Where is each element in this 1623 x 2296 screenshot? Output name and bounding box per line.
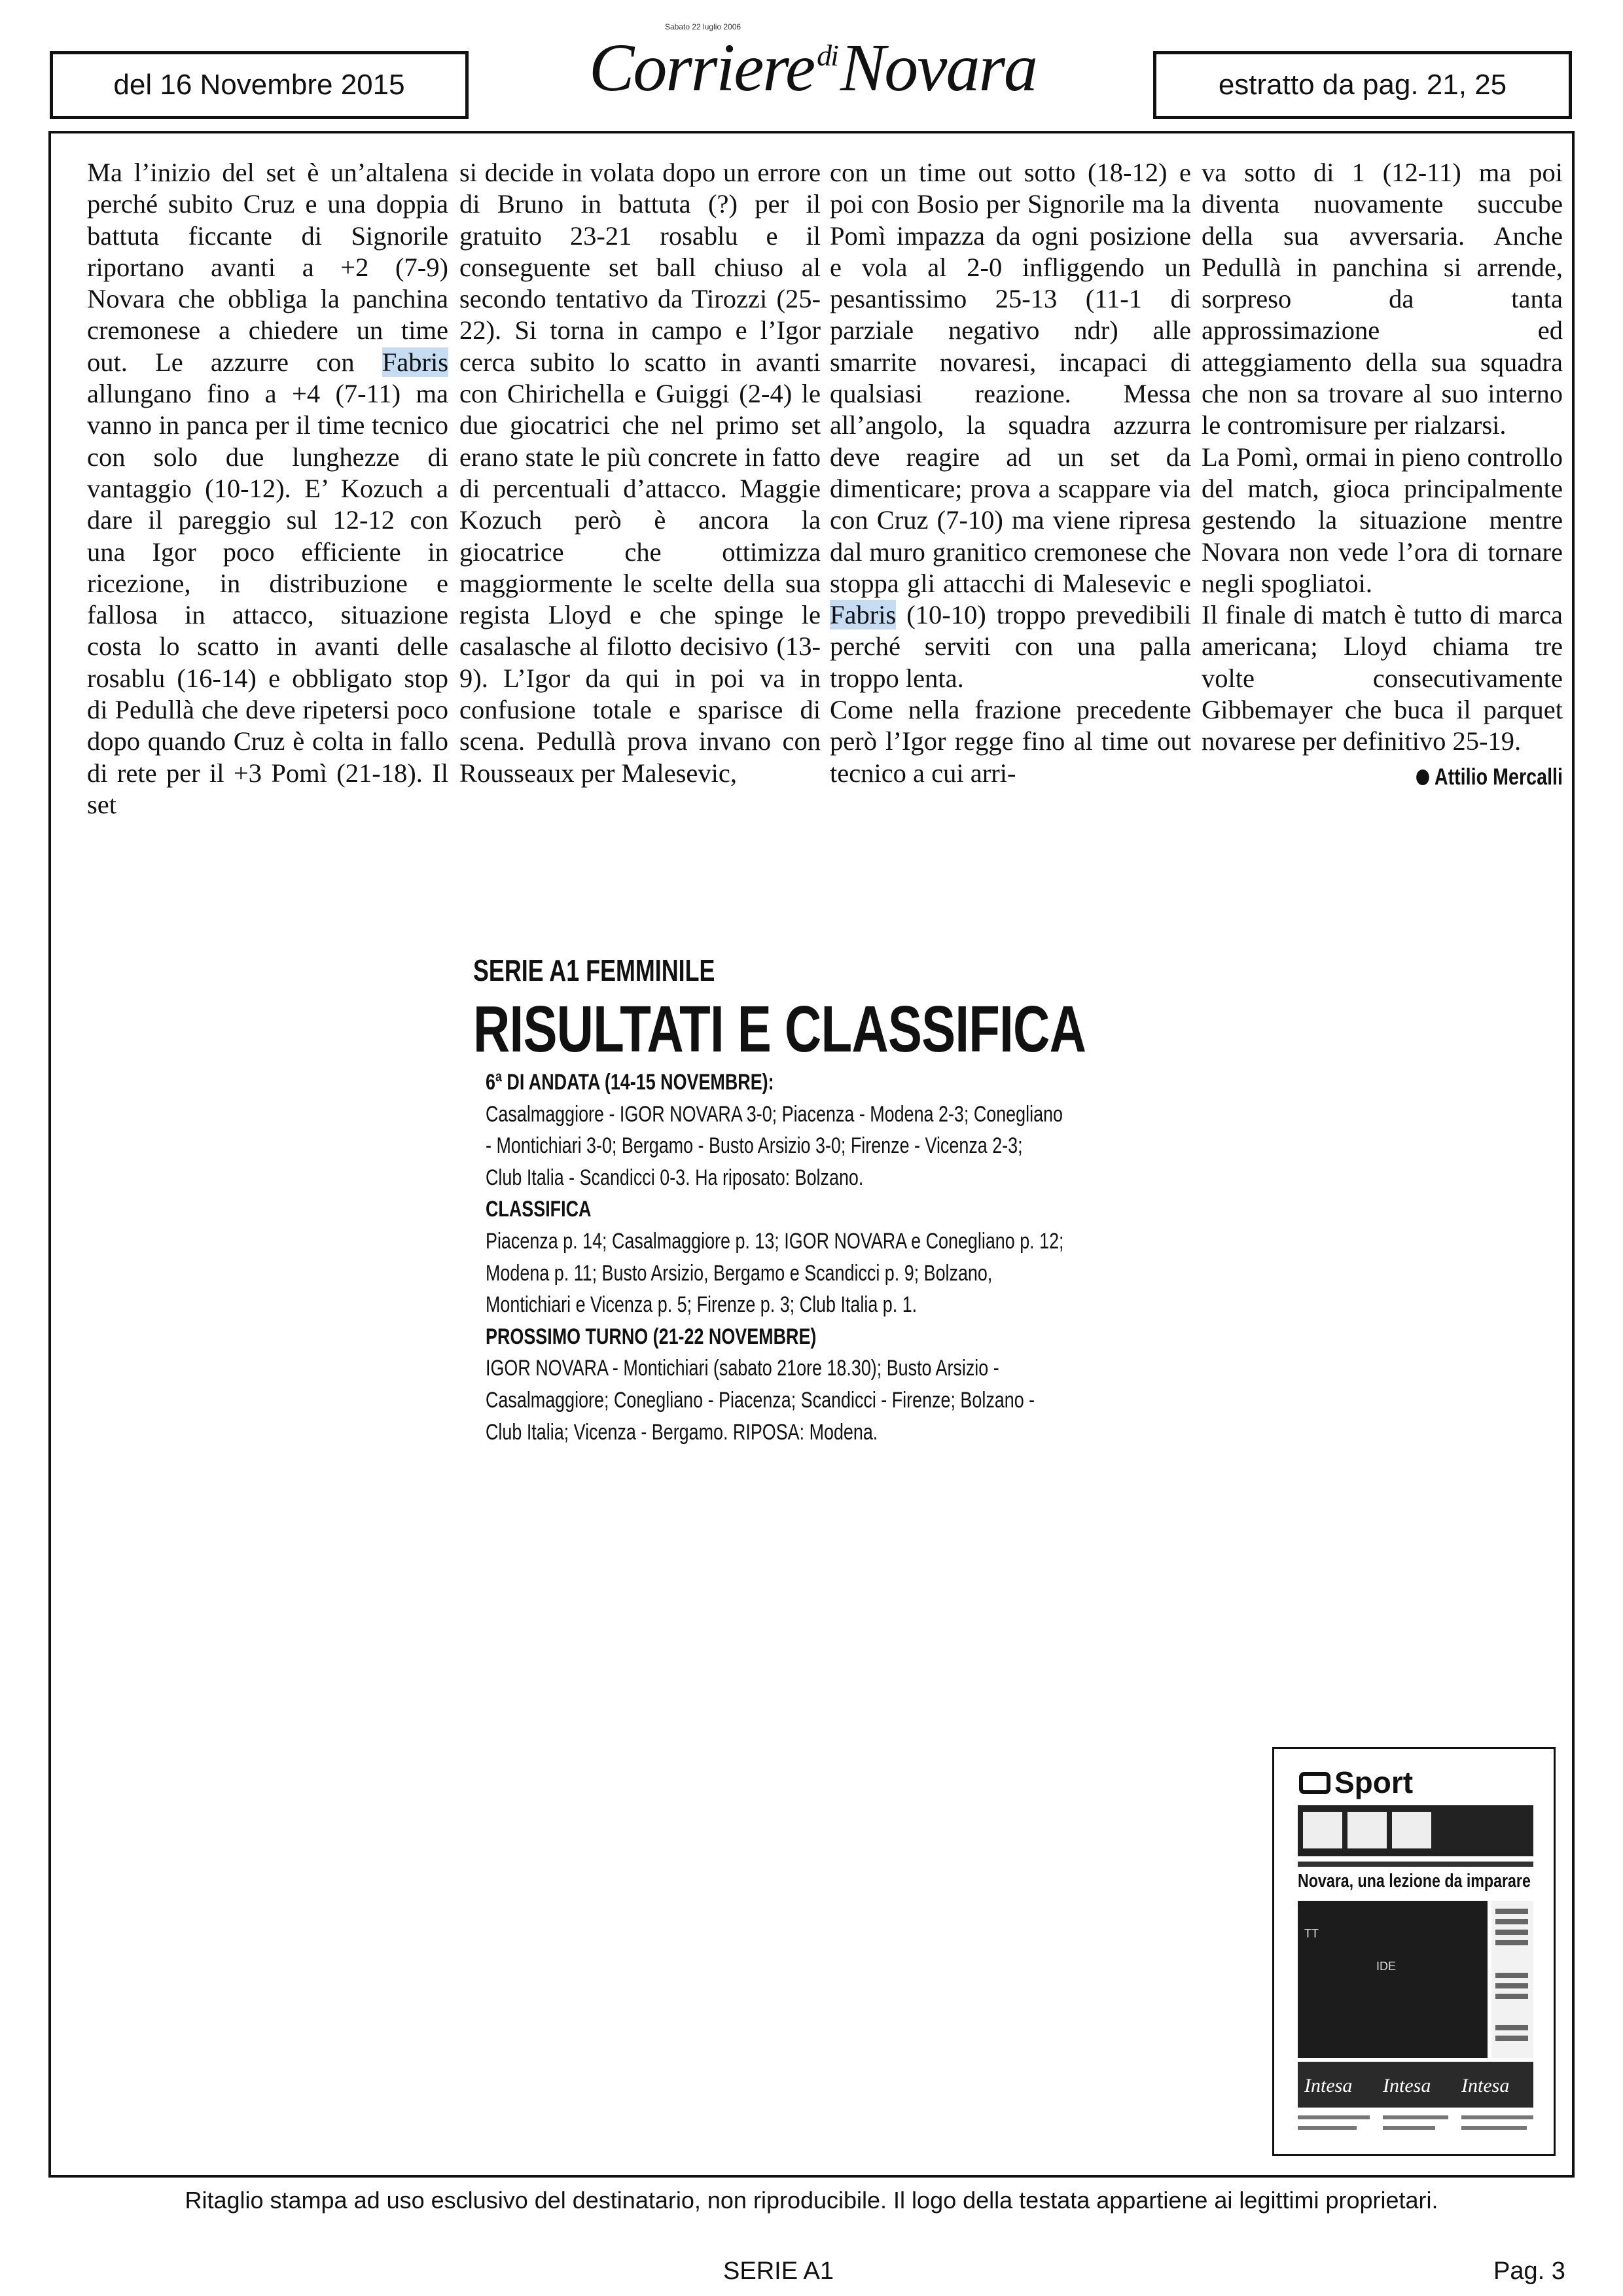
article-column-3 [830, 157, 1191, 789]
round-line: Casalmaggiore - IGOR NOVARA 3-0; Piacenza - Modena 2-3; Conegliano [486, 1101, 1063, 1127]
article-paragraph [87, 157, 448, 821]
round-title: 6ª DI ANDATA (14-15 NOVEMBRE): [486, 1070, 774, 1095]
article-text: Ma l’inizio del set è un’altalena perché subito Cruz e una doppia battuta ficcante di Signorile riportano avanti a +2 (7-9) Novara che obbliga la panchina cremonese a chiedere un time out. Le azzurre con [87, 158, 448, 377]
article-column-1 [87, 157, 448, 821]
next-round-line: Club Italia; Vicenza - Bergamo. RIPOSA: Modena. [486, 1419, 878, 1445]
next-round-line: IGOR NOVARA - Montichiari (sabato 21ore 18.30); Busto Arsizio - [486, 1356, 999, 1381]
thumbnail-top-band [1298, 1805, 1533, 1856]
article-paragraph: La Pomì, ormai in pieno controllo del match, gioca principalmente gestendo la situazione mentre Novara non vede l’ora di tornare negli spogliatoi. [1202, 442, 1563, 598]
round-line: Club Italia - Scandicci 0-3. Ha riposato: Bolzano. [486, 1165, 864, 1190]
author-name: Attilio Mercalli [1434, 764, 1563, 790]
logo-date-line: Sabato 22 luglio 2006 [665, 22, 741, 31]
next-round-line: Casalmaggiore; Conegliano - Piacenza; Scandicci - Firenze; Bolzano - [486, 1387, 1035, 1413]
thumbnail-headline: Novara, una lezione da imparare [1298, 1871, 1531, 1892]
round-line: - Montichiari 3-0; Bergamo - Busto Arsizio 3-0; Firenze - Vicenza 2-3; [486, 1133, 1023, 1159]
thumbnail-sidebar [1491, 1901, 1533, 2058]
section-kicker: SERIE A1 FEMMINILE [473, 953, 715, 987]
article-text: (10-10) troppo prevedibili perché serviti con una palla troppo lenta. [830, 600, 1191, 693]
thumbnail-footer [1298, 2111, 1533, 2144]
article-column-2 [459, 157, 821, 789]
standings-line: Modena p. 11; Busto Arsizio, Bergamo e Scandicci p. 9; Bolzano, [486, 1260, 993, 1286]
standings-title: CLASSIFICA [486, 1197, 592, 1222]
article-text: con un time out sotto (18-12) e poi con Bosio per Signorile ma la Pomì impazza da ogni posizione e vola al 2-0 infliggendo un pesantissimo 25-13 (11-1 di parziale negativo ndr) alle smarrite novaresi, incapaci di qualsiasi reazione. Messa all’angolo, la squadra azzurra deve reagire ad un set da dimenticare; prova a scappare via con Cruz (7-10) ma viene ripresa dal muro granitico cremonese che stoppa gli attacchi di Malesevic e [830, 158, 1191, 598]
logo-word-corriere: Corriere [589, 30, 815, 105]
article-paragraph: Il finale di match è tutto di marca americana; Lloyd chiama tre volte consecutivamente Gibbemayer che buca il parquet novarese per definitivo 25-19. [1202, 600, 1563, 756]
sponsor-text: Intesa [1304, 2075, 1353, 2096]
sponsor-text: Intesa [1461, 2075, 1510, 2096]
next-round-title: PROSSIMO TURNO (21-22 NOVEMBRE) [486, 1324, 817, 1349]
highlighted-name: Fabris [382, 347, 448, 377]
article-paragraph: va sotto di 1 (12-11) ma poi diventa nuovamente succube della sua avversaria. Anche Pedullà in panchina si arrende, sorpreso da tanta approssimazione ed atteggiamento della sua squadra che non sa trovare al suo interno le contromisure per rialzarsi. [1202, 158, 1563, 440]
logo-word-di: di [817, 39, 838, 72]
article-column-4 [1202, 157, 1563, 793]
masthead-text: Sport [1334, 1765, 1414, 1799]
results-box [486, 1067, 1064, 1448]
thumbnail-masthead [1299, 1765, 1413, 1800]
front-page-thumbnail [1272, 1747, 1556, 2156]
page-extract-info: estratto da pag. 21, 25 [1153, 51, 1572, 119]
article-text: allungano fino a +4 (7-11) ma vanno in panca per il time tecnico con solo due lunghezze di vantaggio (10-12). E’ Kozuch a dare il pareggio sul 12-12 con una Igor poco efficiente in ricezione, in distribuzione e fallosa in attacco, situazione costa lo scatto in avanti delle rosablu (16-14) e obbligato stop di Pedullà che deve ripetersi poco dopo quando Cruz è colta in fallo di rete per il +3 Pomì (21-18). Il set [87, 379, 448, 819]
newspaper-logo [589, 20, 1037, 118]
thumbnail-sponsor-band [1298, 2062, 1533, 2108]
byline [1266, 762, 1563, 793]
thumbnail-rule [1298, 1862, 1533, 1867]
sponsor-text: Intesa [1383, 2075, 1431, 2096]
standings-line: Piacenza p. 14; Casalmaggiore p. 13; IGOR NOVARA e Conegliano p. 12; [486, 1228, 1064, 1254]
highlighted-name: Fabris [830, 600, 897, 630]
article-paragraph: si decide in volata dopo un errore di Bruno in battuta (?) per il gratuito 23-21 rosablu e il conseguente set ball chiuso al secondo tentativo da Tirozzi (25-22). Si torna in campo e l’Igor cerca subito lo scatto in avanti con Chirichella e Guiggi (2-4) le due giocatrici che nel primo set erano state le più concrete in fatto di percentuali d’attacco. Maggie Kozuch però è ancora la giocatrice che ottimizza maggiormente le scelte della sua regista Lloyd e che spinge le casalasche al filotto decisivo (13-9). L’Igor da qui in poi va in confusione totale e sparisce di scena. Pedullà prova invano con Rousseaux per Malesevic, [459, 158, 821, 788]
logo-wordmark [589, 30, 1037, 105]
bullet-icon [1416, 769, 1429, 785]
copyright-disclaimer: Ritaglio stampa ad uso esclusivo del destinatario, non riproducibile. Il logo della testata appartiene ai legittimi proprietari. [185, 2187, 1438, 2214]
article-date: del 16 Novembre 2015 [50, 51, 469, 119]
article-paragraph [830, 157, 1191, 694]
section-label: SERIE A1 [723, 2257, 834, 2285]
thumbnail-photo: TT IDE [1298, 1901, 1488, 2058]
page-number: Pag. 3 [1493, 2257, 1565, 2285]
article-paragraph: Come nella frazione precedente però l’Igor regge fino al time out tecnico a cui arri- [830, 695, 1191, 788]
masthead-logo-icon [1299, 1772, 1330, 1794]
box-headline: RISULTATI E CLASSIFICA [473, 993, 1086, 1066]
logo-word-novara: Novara [840, 30, 1037, 105]
standings-line: Montichiari e Vicenza p. 5; Firenze p. 3; Club Italia p. 1. [486, 1292, 918, 1318]
